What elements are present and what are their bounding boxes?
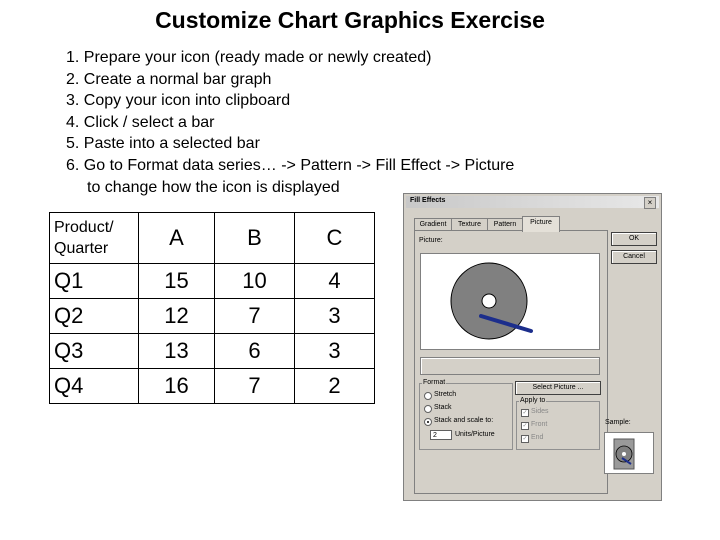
table-cell: 7 <box>215 299 295 334</box>
step-2: 2. Create a normal bar graph <box>66 70 272 88</box>
stretch-label: Stretch <box>434 391 457 398</box>
tab-gradient[interactable]: Gradient <box>414 218 452 231</box>
sides-checkbox[interactable]: ✓ <box>522 410 528 416</box>
table-cell: 3 <box>295 334 375 369</box>
stack-and-scale-radio[interactable] <box>424 418 432 426</box>
end-label: End <box>531 434 544 441</box>
sample-label: Sample: <box>605 419 631 426</box>
row-label: Q1 <box>50 264 139 299</box>
row-label: Q2 <box>50 299 139 334</box>
fill-effects-dialog <box>403 193 662 501</box>
stack-and-scale-label: Stack and scale to: <box>434 417 494 424</box>
stretch-radio[interactable] <box>424 392 432 400</box>
units-per-picture-label: Units/Picture <box>455 431 495 438</box>
apply-to-label: Apply to <box>520 397 546 404</box>
table-row <box>50 264 375 299</box>
dialog-title-bar[interactable] <box>406 196 659 208</box>
sample-bar-icon <box>605 433 653 473</box>
table-cell: 10 <box>215 264 295 299</box>
tab-picture[interactable]: Picture <box>522 216 560 232</box>
step-1: 1. Prepare your icon (ready made or newly created) <box>66 49 432 66</box>
stack-radio[interactable] <box>424 405 432 413</box>
table-corner-cell <box>50 213 139 264</box>
table-cell: 3 <box>295 299 375 334</box>
table-row <box>50 334 375 369</box>
select-picture-button[interactable]: Select Picture ... <box>515 381 601 395</box>
column-header-b: B <box>215 213 295 264</box>
step-3: 3. Copy your icon into clipboard <box>66 92 291 110</box>
data-table <box>49 212 375 404</box>
step-5: 5. Paste into a selected bar <box>66 135 260 153</box>
stack-label: Stack <box>434 404 452 411</box>
table-cell: 13 <box>139 334 215 369</box>
table-cell: 7 <box>215 369 295 404</box>
apply-to-group <box>516 397 600 450</box>
picture-tab-panel <box>414 230 608 494</box>
table-cell: 15 <box>139 264 215 299</box>
tab-pattern[interactable]: Pattern <box>487 218 523 231</box>
row-label: Q4 <box>50 369 139 404</box>
table-cell: 16 <box>139 369 215 404</box>
table-row <box>50 299 375 334</box>
table-cell: 2 <box>295 369 375 404</box>
corner-label-product: Product/ <box>54 219 114 236</box>
close-icon[interactable]: × <box>644 197 656 209</box>
table-cell: 4 <box>295 264 375 299</box>
sides-label: Sides <box>531 408 549 415</box>
sample-preview <box>604 432 654 474</box>
picture-preview <box>420 253 600 350</box>
table-header-row <box>50 213 375 264</box>
column-header-a: A <box>139 213 215 264</box>
front-checkbox[interactable]: ✓ <box>522 423 528 429</box>
picture-name-field <box>420 357 600 375</box>
step-4: 4. Click / select a bar <box>66 113 215 131</box>
dialog-title: Fill Effects <box>410 197 446 204</box>
table-cell: 12 <box>139 299 215 334</box>
format-label: Format <box>423 379 446 386</box>
page-title: Customize Chart Graphics Exercise <box>155 7 545 33</box>
tab-texture[interactable]: Texture <box>451 218 488 231</box>
end-checkbox[interactable]: ✓ <box>522 436 528 442</box>
row-label: Q3 <box>50 334 139 369</box>
cancel-button[interactable]: Cancel <box>611 250 657 264</box>
units-per-picture-input[interactable]: 2 <box>430 430 452 440</box>
front-label: Front <box>531 421 548 428</box>
table-row <box>50 369 375 404</box>
picture-label: Picture: <box>419 237 443 244</box>
step-6-continuation: to change how the icon is displayed <box>87 178 340 196</box>
step-6: 6. Go to Format data series… -> Pattern -> Fill Effect -> Picture <box>66 156 515 174</box>
format-group <box>419 379 513 450</box>
disc-picture-icon <box>421 254 599 349</box>
ok-button[interactable]: OK <box>611 232 657 246</box>
corner-label-quarter: Quarter <box>54 240 109 257</box>
column-header-c: C <box>295 213 375 264</box>
instruction-list <box>66 47 514 198</box>
table-cell: 6 <box>215 334 295 369</box>
